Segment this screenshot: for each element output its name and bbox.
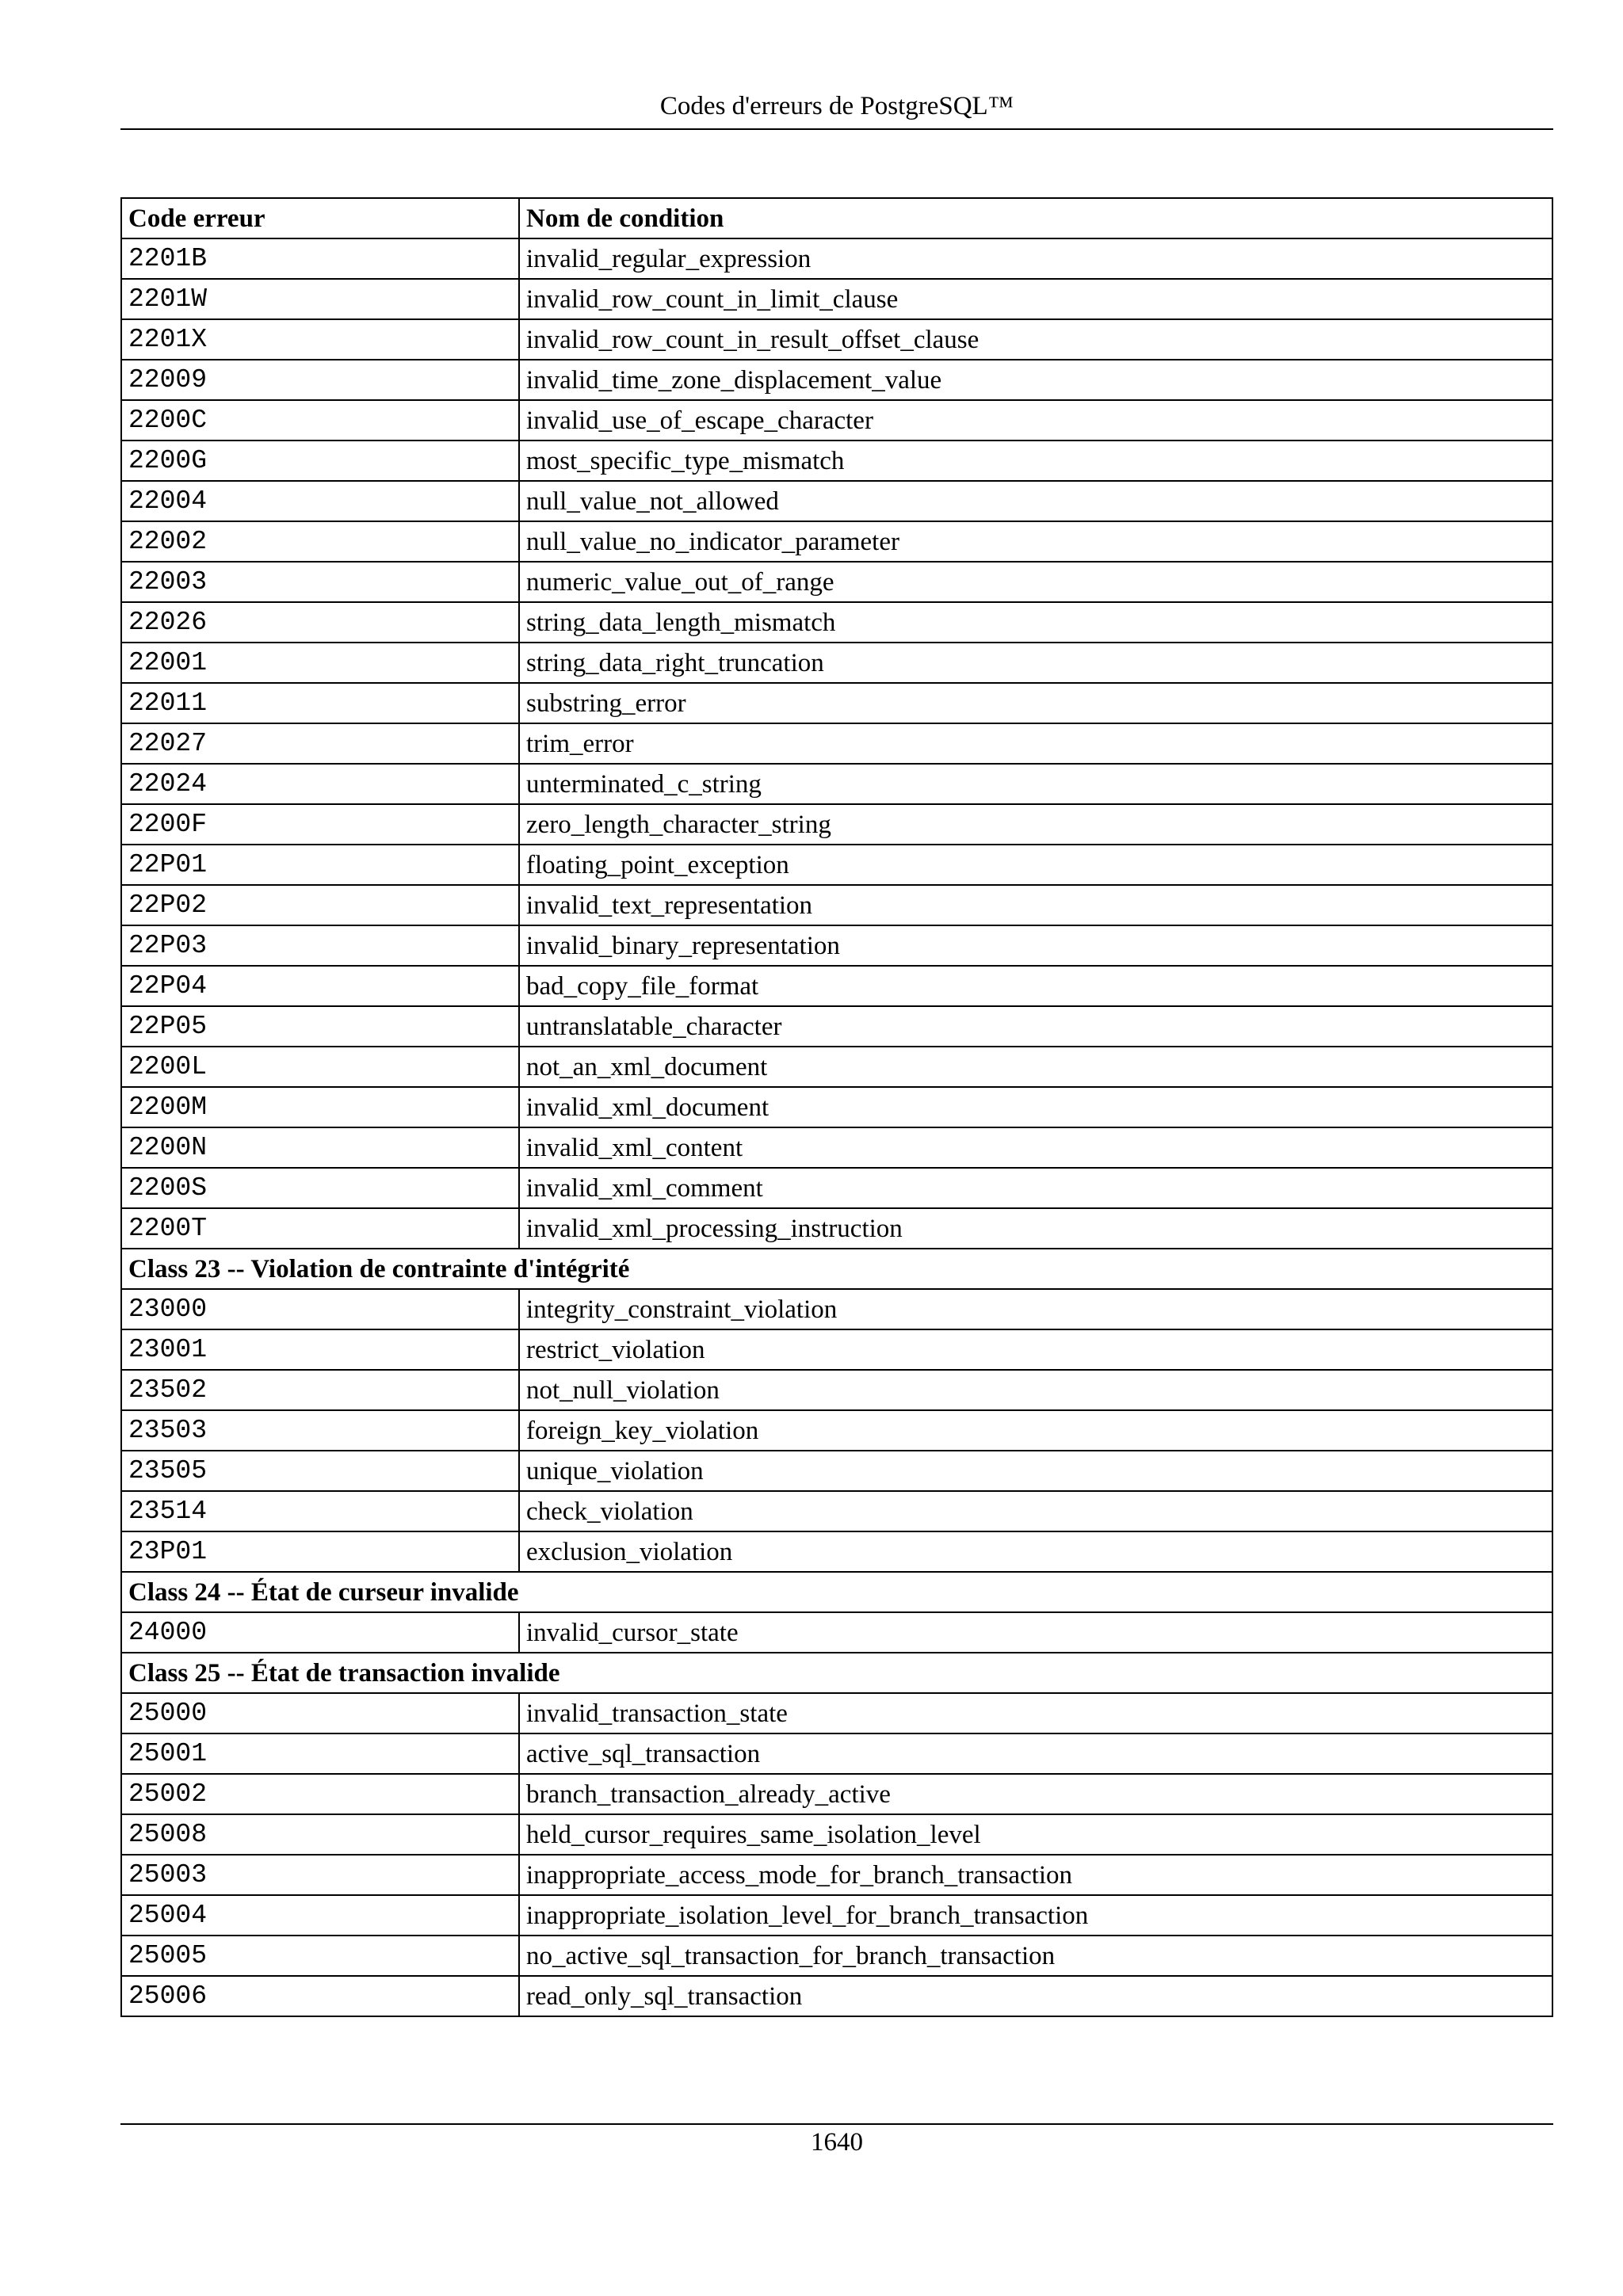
table-row (121, 1491, 1552, 1531)
table-row (121, 1329, 1552, 1370)
error-code-cell: 2201B (121, 238, 519, 279)
table-row (121, 723, 1552, 764)
table-row (121, 885, 1552, 925)
error-code-cell: 25004 (121, 1895, 519, 1936)
error-code-cell: 25003 (121, 1855, 519, 1895)
condition-name-cell: foreign_key_violation (519, 1410, 1552, 1451)
table-row (121, 1936, 1552, 1976)
table-row (121, 683, 1552, 723)
table-row (121, 1855, 1552, 1895)
table-row (121, 1208, 1552, 1249)
condition-name-cell: null_value_no_indicator_parameter (519, 521, 1552, 562)
error-code-cell: 25006 (121, 1976, 519, 2016)
condition-name-cell: floating_point_exception (519, 845, 1552, 885)
table-row (121, 804, 1552, 845)
column-header-code: Code erreur (121, 198, 519, 238)
table-body (121, 238, 1552, 2016)
table-row (121, 1531, 1552, 1572)
condition-name-cell: read_only_sql_transaction (519, 1976, 1552, 2016)
condition-name-cell: invalid_row_count_in_result_offset_clause (519, 319, 1552, 360)
table-row (121, 602, 1552, 643)
table-row (121, 925, 1552, 966)
table-row (121, 360, 1552, 400)
error-code-cell: 22009 (121, 360, 519, 400)
condition-name-cell: no_active_sql_transaction_for_branch_transaction (519, 1936, 1552, 1976)
condition-name-cell: branch_transaction_already_active (519, 1774, 1552, 1814)
condition-name-cell: trim_error (519, 723, 1552, 764)
table-row (121, 1087, 1552, 1127)
error-code-cell: 25002 (121, 1774, 519, 1814)
error-code-cell: 22003 (121, 562, 519, 602)
error-code-cell: 25005 (121, 1936, 519, 1976)
error-code-cell: 25000 (121, 1693, 519, 1733)
table-row (121, 643, 1552, 683)
table-row (121, 521, 1552, 562)
table-row (121, 441, 1552, 481)
error-code-cell: 25001 (121, 1733, 519, 1774)
error-code-cell: 23505 (121, 1451, 519, 1491)
error-code-cell: 2200G (121, 441, 519, 481)
condition-name-cell: null_value_not_allowed (519, 481, 1552, 521)
class-group-row (121, 1653, 1552, 1693)
condition-name-cell: unterminated_c_string (519, 764, 1552, 804)
error-code-cell: 22002 (121, 521, 519, 562)
table-row (121, 1168, 1552, 1208)
class-group-heading: Class 23 -- Violation de contrainte d'intégrité (121, 1249, 1552, 1289)
error-code-cell: 25008 (121, 1814, 519, 1855)
condition-name-cell: invalid_transaction_state (519, 1693, 1552, 1733)
condition-name-cell: not_null_violation (519, 1370, 1552, 1410)
table-row (121, 1410, 1552, 1451)
error-code-cell: 22P01 (121, 845, 519, 885)
condition-name-cell: zero_length_character_string (519, 804, 1552, 845)
error-code-cell: 22024 (121, 764, 519, 804)
table-row (121, 279, 1552, 319)
condition-name-cell: integrity_constraint_violation (519, 1289, 1552, 1329)
table-row (121, 1006, 1552, 1047)
error-code-cell: 22P05 (121, 1006, 519, 1047)
condition-name-cell: exclusion_violation (519, 1531, 1552, 1572)
condition-name-cell: unique_violation (519, 1451, 1552, 1491)
table-header-row (121, 198, 1552, 238)
error-code-cell: 2200M (121, 1087, 519, 1127)
condition-name-cell: invalid_binary_representation (519, 925, 1552, 966)
condition-name-cell: invalid_use_of_escape_character (519, 400, 1552, 441)
error-code-cell: 22004 (121, 481, 519, 521)
condition-name-cell: invalid_row_count_in_limit_clause (519, 279, 1552, 319)
table-row (121, 319, 1552, 360)
table-row (121, 481, 1552, 521)
condition-name-cell: invalid_xml_content (519, 1127, 1552, 1168)
error-code-cell: 23000 (121, 1289, 519, 1329)
condition-name-cell: invalid_cursor_state (519, 1612, 1552, 1653)
condition-name-cell: untranslatable_character (519, 1006, 1552, 1047)
error-code-cell: 23P01 (121, 1531, 519, 1572)
header-divider (120, 128, 1553, 130)
table-row (121, 1976, 1552, 2016)
class-group-row (121, 1572, 1552, 1612)
condition-name-cell: inappropriate_access_mode_for_branch_transaction (519, 1855, 1552, 1895)
error-code-cell: 2201X (121, 319, 519, 360)
error-code-cell: 23502 (121, 1370, 519, 1410)
condition-name-cell: invalid_xml_comment (519, 1168, 1552, 1208)
table-row (121, 845, 1552, 885)
error-code-cell: 23514 (121, 1491, 519, 1531)
condition-name-cell: numeric_value_out_of_range (519, 562, 1552, 602)
table-row (121, 400, 1552, 441)
table-row (121, 1774, 1552, 1814)
table-row (121, 562, 1552, 602)
error-code-cell: 2200T (121, 1208, 519, 1249)
condition-name-cell: most_specific_type_mismatch (519, 441, 1552, 481)
error-code-cell: 22P03 (121, 925, 519, 966)
condition-name-cell: inappropriate_isolation_level_for_branch_transaction (519, 1895, 1552, 1936)
condition-name-cell: invalid_xml_document (519, 1087, 1552, 1127)
error-codes-table (120, 197, 1553, 2017)
column-header-condition-name: Nom de condition (519, 198, 1552, 238)
class-group-heading: Class 24 -- État de curseur invalide (121, 1572, 1552, 1612)
error-code-cell: 2200N (121, 1127, 519, 1168)
error-code-cell: 2200C (121, 400, 519, 441)
footer-divider (120, 2123, 1553, 2125)
condition-name-cell: not_an_xml_document (519, 1047, 1552, 1087)
class-group-row (121, 1249, 1552, 1289)
table-row (121, 1370, 1552, 1410)
condition-name-cell: invalid_time_zone_displacement_value (519, 360, 1552, 400)
table-row (121, 1895, 1552, 1936)
error-code-cell: 22P02 (121, 885, 519, 925)
condition-name-cell: invalid_regular_expression (519, 238, 1552, 279)
error-code-cell: 22026 (121, 602, 519, 643)
error-code-cell: 24000 (121, 1612, 519, 1653)
table-row (121, 1127, 1552, 1168)
condition-name-cell: held_cursor_requires_same_isolation_level (519, 1814, 1552, 1855)
condition-name-cell: check_violation (519, 1491, 1552, 1531)
condition-name-cell: active_sql_transaction (519, 1733, 1552, 1774)
error-code-cell: 22001 (121, 643, 519, 683)
table-row (121, 1733, 1552, 1774)
error-code-cell: 2201W (121, 279, 519, 319)
page-number: 1640 (811, 2128, 863, 2157)
table-row (121, 238, 1552, 279)
error-code-cell: 23503 (121, 1410, 519, 1451)
condition-name-cell: restrict_violation (519, 1329, 1552, 1370)
error-code-cell: 22027 (121, 723, 519, 764)
table-row (121, 1612, 1552, 1653)
table-row (121, 1814, 1552, 1855)
condition-name-cell: substring_error (519, 683, 1552, 723)
condition-name-cell: invalid_text_representation (519, 885, 1552, 925)
condition-name-cell: string_data_right_truncation (519, 643, 1552, 683)
error-code-cell: 2200S (121, 1168, 519, 1208)
error-code-cell: 23001 (121, 1329, 519, 1370)
table-row (121, 764, 1552, 804)
condition-name-cell: bad_copy_file_format (519, 966, 1552, 1006)
table-row (121, 1047, 1552, 1087)
table-row (121, 1289, 1552, 1329)
error-code-cell: 2200L (121, 1047, 519, 1087)
error-code-cell: 22P04 (121, 966, 519, 1006)
error-code-cell: 2200F (121, 804, 519, 845)
error-code-cell: 22011 (121, 683, 519, 723)
class-group-heading: Class 25 -- État de transaction invalide (121, 1653, 1552, 1693)
table-row (121, 1451, 1552, 1491)
table-row (121, 966, 1552, 1006)
table-row (121, 1693, 1552, 1733)
condition-name-cell: string_data_length_mismatch (519, 602, 1552, 643)
page-header-title: Codes d'erreurs de PostgreSQL™ (659, 92, 1014, 120)
condition-name-cell: invalid_xml_processing_instruction (519, 1208, 1552, 1249)
